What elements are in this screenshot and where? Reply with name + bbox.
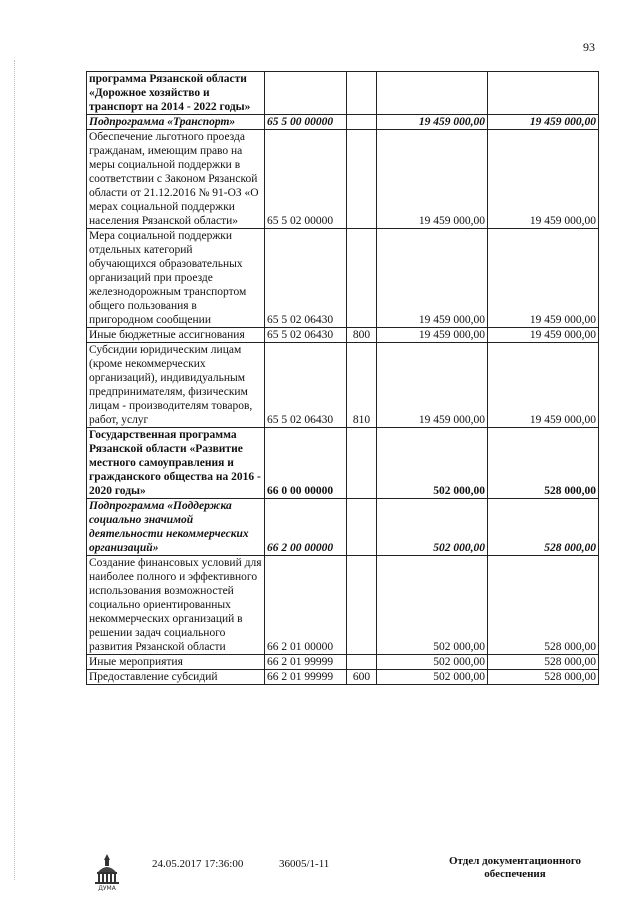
cell-name: программа Рязанской области «Дорожное хозяйство и транспорт на 2014 - 2022 годы» (87, 72, 265, 115)
cell-sum-2019: 528 000,00 (488, 499, 599, 556)
page-number: 93 (583, 40, 595, 54)
cell-name: Субсидии юридическим лицам (кроме некоммерческих организаций), индивидуальным предпринимателям, физическим лицам - производителям товаров, работ, услуг (87, 343, 265, 428)
budget-table-body (87, 72, 599, 685)
table-row (87, 130, 599, 229)
cell-expense-type: 600 (347, 670, 377, 685)
table-row (87, 229, 599, 328)
cell-name: Создание финансовых условий для наиболее полного и эффективного использования возможностей социально ориентированных некоммерческих организаций в решении задач социального развития Рязанской области (87, 556, 265, 655)
cell-code: 65 5 02 06430 (265, 328, 347, 343)
cell-expense-type (347, 130, 377, 229)
table-row (87, 428, 599, 499)
footer-date: 24.05.2017 17:36:00 (152, 858, 244, 870)
cell-expense-type (347, 428, 377, 499)
table-row (87, 115, 599, 130)
table-row (87, 499, 599, 556)
cell-expense-type (347, 72, 377, 115)
footer-doc-number: 36005/1-11 (279, 858, 330, 870)
margin-dots (14, 60, 16, 880)
table-row (87, 328, 599, 343)
cell-expense-type (347, 115, 377, 130)
cell-sum-2018: 502 000,00 (377, 655, 488, 670)
duma-emblem-icon (92, 852, 122, 892)
cell-sum-2018: 502 000,00 (377, 499, 488, 556)
cell-sum-2018: 502 000,00 (377, 428, 488, 499)
cell-expense-type (347, 499, 377, 556)
cell-sum-2019: 19 459 000,00 (488, 229, 599, 328)
cell-sum-2018: 19 459 000,00 (377, 328, 488, 343)
cell-expense-type (347, 556, 377, 655)
cell-expense-type: 810 (347, 343, 377, 428)
table-row (87, 655, 599, 670)
cell-code: 66 0 00 00000 (265, 428, 347, 499)
cell-name: Иные мероприятия (87, 655, 265, 670)
emblem-text: ДУМА (98, 885, 116, 892)
cell-code: 66 2 01 99999 (265, 670, 347, 685)
cell-sum-2019: 528 000,00 (488, 556, 599, 655)
cell-sum-2018: 19 459 000,00 (377, 229, 488, 328)
cell-sum-2019: 528 000,00 (488, 428, 599, 499)
cell-code (265, 72, 347, 115)
cell-expense-type: 800 (347, 328, 377, 343)
table-row (87, 670, 599, 685)
budget-table (86, 71, 599, 685)
cell-sum-2018: 19 459 000,00 (377, 130, 488, 229)
cell-sum-2018: 502 000,00 (377, 556, 488, 655)
cell-sum-2019: 528 000,00 (488, 670, 599, 685)
cell-sum-2018: 19 459 000,00 (377, 343, 488, 428)
cell-sum-2019: 19 459 000,00 (488, 130, 599, 229)
cell-name: Подпрограмма «Поддержка социально значимой деятельности некоммерческих организаций» (87, 499, 265, 556)
cell-code: 66 2 01 00000 (265, 556, 347, 655)
cell-code: 65 5 02 06430 (265, 343, 347, 428)
cell-code: 66 2 00 00000 (265, 499, 347, 556)
cell-name: Обеспечение льготного проезда гражданам, имеющим право на меры социальной поддержки в соответствии с Законом Рязанской области от 21.12.2016 № 91-ОЗ «О мерах социальной поддержки населения Рязанской области» (87, 130, 265, 229)
cell-sum-2018: 502 000,00 (377, 670, 488, 685)
footer-department: Отдел документационного обеспечения (448, 855, 582, 880)
cell-sum-2018: 19 459 000,00 (377, 115, 488, 130)
cell-sum-2019: 19 459 000,00 (488, 328, 599, 343)
cell-code: 65 5 02 06430 (265, 229, 347, 328)
cell-sum-2018 (377, 72, 488, 115)
cell-sum-2019: 19 459 000,00 (488, 115, 599, 130)
cell-name: Мера социальной поддержки отдельных категорий обучающихся образовательных организаций при проезде железнодорожным транспортом общего пользования в пригородном сообщении (87, 229, 265, 328)
cell-name: Предоставление субсидий (87, 670, 265, 685)
cell-expense-type (347, 655, 377, 670)
cell-expense-type (347, 229, 377, 328)
cell-sum-2019 (488, 72, 599, 115)
cell-name: Иные бюджетные ассигнования (87, 328, 265, 343)
table-row (87, 343, 599, 428)
cell-name: Государственная программа Рязанской области «Развитие местного самоуправления и гражданского общества на 2016 - 2020 годы» (87, 428, 265, 499)
cell-sum-2019: 528 000,00 (488, 655, 599, 670)
table-row (87, 556, 599, 655)
table-row (87, 72, 599, 115)
cell-code: 65 5 02 00000 (265, 130, 347, 229)
cell-code: 66 2 01 99999 (265, 655, 347, 670)
cell-name: Подпрограмма «Транспорт» (87, 115, 265, 130)
cell-code: 65 5 00 00000 (265, 115, 347, 130)
cell-sum-2019: 19 459 000,00 (488, 343, 599, 428)
